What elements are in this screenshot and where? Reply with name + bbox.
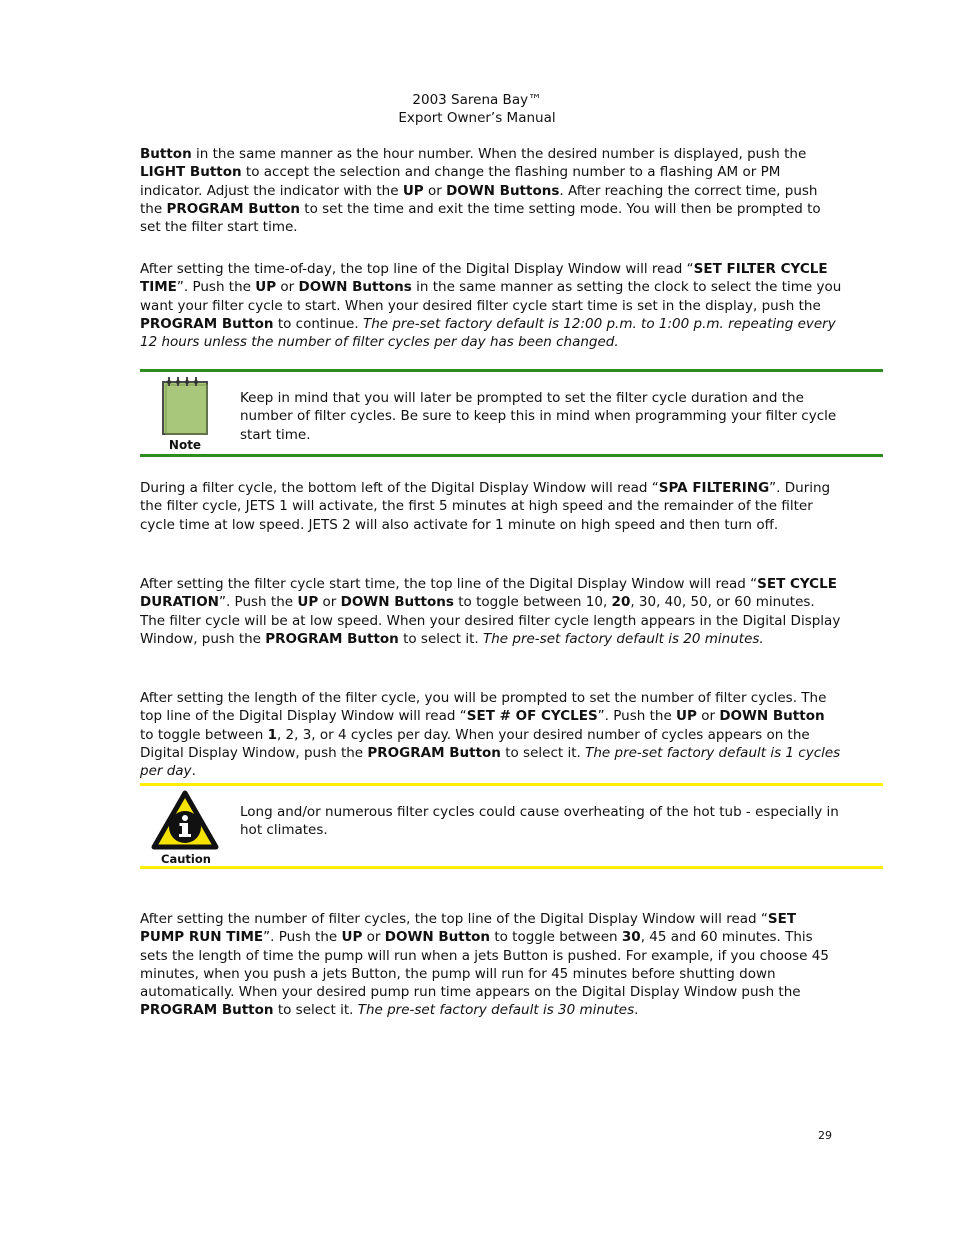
text: ”. Push the (218, 594, 298, 611)
text: to select it. (398, 630, 483, 647)
paragraph-filtering (140, 479, 842, 534)
term: PROGRAM Button (166, 200, 300, 217)
default-note: The pre-set factory default is 20 minutes. (482, 630, 764, 647)
text: During a filter cycle, the bottom left of the Digital Display Window will read “ (140, 480, 659, 496)
caution-bottom-rule (140, 866, 883, 869)
text: in the same manner as the hour number. When the desired number is displayed, push the (191, 146, 807, 162)
text: to select it. (500, 744, 586, 761)
term: LIGHT Button (140, 164, 242, 181)
term: DOWN Buttons (340, 594, 454, 611)
text: to toggle between (140, 726, 268, 743)
header-title: 2003 Sarena Bay™ (412, 92, 542, 108)
text: to set the time and exit the time setting mode. You will then be prompted to set the filter start time. (140, 200, 821, 236)
term: DOWN Button (384, 929, 491, 946)
text: , 2, 3, or 4 cycles per day. When your desired number of cycles appears on the Digital Display Window, push the (140, 726, 810, 761)
term: SET FILTER CYCLE TIME (140, 261, 828, 296)
header-subtitle: Export Owner’s Manual (398, 110, 556, 126)
text: in the same manner as setting the clock to select the time you want your filter cycle to start. When your desired filter cycle start time is set in the display, push the (140, 279, 842, 314)
term: 30 (621, 929, 641, 946)
term: UP (402, 182, 424, 199)
term: UP (297, 594, 319, 611)
term: DOWN Buttons (298, 279, 412, 296)
default-note: The pre-set factory default is 12:00 p.m. to 1:00 p.m. repeating every 12 hours unless the number of filter cycles per day has been changed. (140, 315, 836, 351)
term: 20 (611, 594, 631, 611)
paragraph-pump-run-time (140, 910, 842, 1020)
text: or (696, 708, 720, 725)
term: UP (255, 279, 277, 296)
term: DOWN Buttons (446, 182, 560, 199)
text: After setting the number of filter cycles, the top line of the Digital Display Window will read “ (140, 911, 768, 927)
text: or (276, 279, 299, 296)
text: After setting the time-of-day, the top line of the Digital Display Window will read “ (140, 261, 694, 277)
term: DOWN Button (719, 708, 825, 725)
page-number: 29 (818, 1129, 832, 1142)
term: PROGRAM Button (265, 630, 399, 647)
term: UP (341, 929, 363, 946)
page-header (0, 91, 954, 127)
term: SPA FILTERING (658, 480, 770, 496)
term: UP (676, 708, 697, 725)
note-box (140, 369, 883, 459)
paragraph-filter-start (140, 260, 842, 351)
text: to select it. (273, 1002, 358, 1019)
caution-box (140, 783, 883, 871)
text: ”. Push the (176, 279, 256, 296)
text: , 45 and 60 minutes. This sets the length of time the pump will run when a jets Button is pushed. For example, if you choose 45 minutes, when you push a jets Button, the pump will run for 45 minutes before shutting down automatically. When your desired pump run time appears on the Digital Display Window push the (140, 929, 829, 1001)
text: to toggle between (490, 929, 622, 946)
text: or (362, 929, 385, 946)
term: PROGRAM Button (367, 744, 501, 761)
text: or (318, 594, 341, 611)
text: to toggle between 10, (453, 594, 612, 611)
term: SET PUMP RUN TIME (140, 911, 797, 946)
caution-top-rule (140, 783, 883, 786)
text: . After reaching the correct time, push the (140, 182, 818, 217)
note-label: Note (168, 438, 202, 452)
text: After setting the length of the filter cycle, you will be prompted to set the number of filter cycles. The top line of the Digital Display Window will read “ (140, 690, 827, 725)
info-warning-icon (150, 789, 220, 855)
note-text: Keep in mind that you will later be prompted to set the filter cycle duration and the number of filter cycles. Be sure to keep this in mind when programming your filter cycle start time. (240, 390, 837, 443)
text: to accept the selection and change the flashing number to a flashing AM or PM indicator. Adjust the indicator with the (140, 164, 781, 199)
term: Button (140, 146, 192, 162)
paragraph-number-of-cycles (140, 689, 842, 780)
default-note: The pre-set factory default is 1 cycles per day (140, 744, 841, 780)
text: ”. Push the (263, 929, 342, 946)
text: ”. Push the (597, 708, 677, 725)
text: or (423, 182, 447, 199)
paragraph-time-setting (140, 145, 842, 236)
text: , 30, 40, 50, or 60 minutes. The filter cycle will be at low speed. When your desired filter cycle length appears in the Digital Display Window, push the (140, 594, 841, 647)
term: SET CYCLE DURATION (140, 576, 837, 611)
term: PROGRAM Button (140, 315, 274, 332)
term: SET # OF CYCLES (466, 708, 598, 725)
text: to continue. (273, 315, 363, 332)
term: PROGRAM Button (140, 1002, 274, 1019)
caution-label: Caution (161, 852, 211, 866)
text: ”. During the filter cycle, JETS 1 will activate, the first 5 minutes at high speed and the remainder of the filter cycle time at low speed. JETS 2 will also activate for 1 minute on high speed and then turn off. (140, 480, 831, 533)
text: . (191, 763, 196, 780)
caution-text: Long and/or numerous filter cycles could cause overheating of the hot tub - especially in hot climates. (240, 804, 839, 839)
term: 1 (267, 726, 277, 743)
note-bottom-rule (140, 454, 883, 457)
text: After setting the filter cycle start time, the top line of the Digital Display Window will read “ (140, 576, 758, 592)
text: . (634, 1002, 639, 1019)
default-note: The pre-set factory default is 30 minutes (357, 1002, 635, 1019)
paragraph-cycle-duration (140, 575, 842, 648)
note-top-rule (140, 369, 883, 372)
notepad-icon (157, 374, 213, 442)
